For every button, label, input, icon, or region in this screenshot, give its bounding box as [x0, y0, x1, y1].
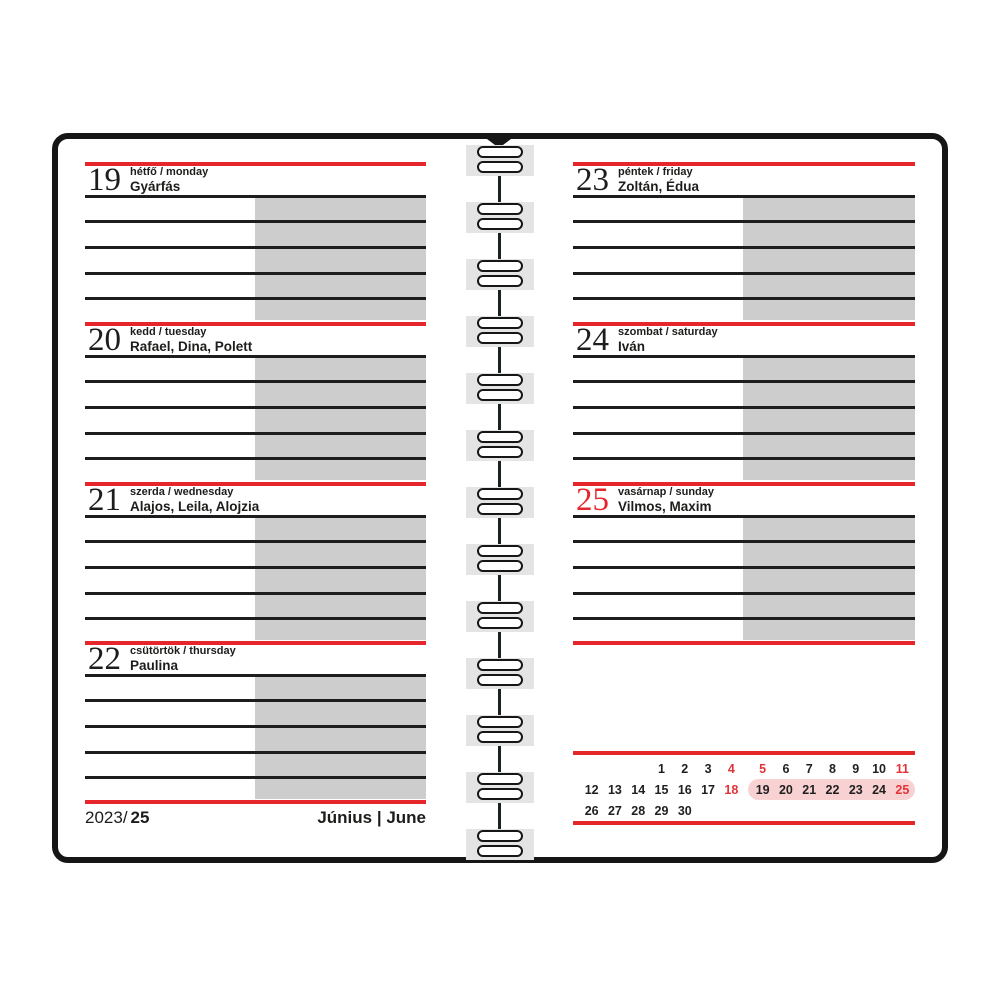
mini-calendar-week-group: [751, 801, 914, 821]
mini-calendar-week-group: [751, 780, 914, 800]
binder-ring: [477, 674, 523, 686]
mini-calendar-day: [720, 801, 743, 821]
day-header-underline: [85, 515, 426, 518]
writing-rule-line: [573, 406, 915, 409]
writing-rule-line: [85, 246, 426, 249]
day-name-label: kedd / tuesday: [130, 326, 207, 338]
day-block-25: [573, 482, 915, 642]
day-header-underline: [573, 195, 915, 198]
writing-rule-line: [573, 540, 915, 543]
mini-calendar-day: 22: [825, 783, 840, 797]
mini-calendar-day: 11: [895, 762, 909, 776]
mini-calendar-day: 15: [654, 783, 669, 797]
binder-ring: [477, 845, 523, 857]
mini-calendar-day: 17: [701, 783, 715, 797]
binder-ring: [477, 503, 523, 515]
day-number: 23: [576, 162, 609, 198]
writing-rule-line: [85, 592, 426, 595]
writing-rule-line: [85, 457, 426, 460]
mini-calendar-day: 5: [759, 762, 767, 776]
mini-calendar-day: [844, 801, 867, 821]
binder-ring: [477, 446, 523, 458]
mini-calendar-day: [821, 801, 844, 821]
notes-shaded-area: [255, 358, 426, 480]
mini-calendar-day: 16: [677, 783, 692, 797]
mini-calendar-day: 13: [607, 783, 622, 797]
day-name-label: csütörtök / thursday: [130, 645, 236, 657]
binder-ring: [477, 545, 523, 557]
binder-ring: [477, 275, 523, 287]
binder-ring: [477, 431, 523, 443]
binder-ring: [477, 374, 523, 386]
day-name-label: hétfő / monday: [130, 166, 209, 178]
binder-ring: [477, 332, 523, 344]
notes-shaded-area: [255, 198, 426, 320]
binder-ring: [477, 203, 523, 215]
mini-calendar-day: [867, 801, 890, 821]
writing-rule-line: [573, 457, 915, 460]
writing-rule-line: [85, 699, 426, 702]
writing-rule-line: [573, 220, 915, 223]
binder-ring: [477, 260, 523, 272]
mini-calendar-day: 6: [782, 762, 790, 776]
binder-ring: [477, 659, 523, 671]
day-number: 19: [88, 162, 121, 198]
day-header-underline: [573, 355, 915, 358]
day-name-label: péntek / friday: [618, 166, 693, 178]
mini-calendar-day: 19: [755, 783, 770, 797]
binder-ring: [477, 488, 523, 500]
writing-rule-line: [85, 272, 426, 275]
day-number: 22: [88, 641, 121, 677]
mini-calendar-day: 7: [805, 762, 813, 776]
mini-calendar-bottom-line: [573, 821, 915, 825]
day-block-20: [85, 322, 426, 482]
day-block-24: [573, 322, 915, 482]
mini-calendar-day: 26: [584, 804, 599, 818]
mini-calendar-day: 29: [654, 804, 669, 818]
mini-calendar-day: 1: [658, 762, 665, 776]
footer-week-number: 25: [130, 808, 150, 827]
mini-calendar-day: 18: [724, 783, 739, 797]
mini-calendar-week-group: [580, 801, 743, 821]
mini-calendar-day: [627, 759, 650, 779]
mini-calendar-day: 21: [802, 783, 817, 797]
mini-calendar-day: 27: [607, 804, 622, 818]
footer-year-label: 2023/: [85, 808, 128, 827]
mini-calendar-day: [603, 759, 626, 779]
writing-rule-line: [85, 406, 426, 409]
mini-calendar-day: 9: [852, 762, 860, 776]
binder-ring: [477, 389, 523, 401]
footer-month-label: Június | June: [317, 808, 426, 827]
name-day-names: Rafael, Dina, Polett: [130, 339, 253, 354]
binder-ring: [477, 617, 523, 629]
binder-ring: [477, 731, 523, 743]
day-block-19: [85, 162, 426, 322]
writing-rule-line: [85, 432, 426, 435]
binder-ring: [477, 560, 523, 572]
writing-rule-line: [573, 272, 915, 275]
writing-rule-line: [85, 220, 426, 223]
mini-calendar-day: 8: [829, 762, 836, 776]
mini-calendar-day: 20: [778, 783, 793, 797]
name-day-names: Iván: [618, 339, 646, 354]
notes-shaded-area: [743, 358, 915, 480]
day-header-underline: [85, 355, 426, 358]
name-day-names: Vilmos, Maxim: [618, 499, 712, 514]
mini-calendar-day: [580, 759, 603, 779]
mini-calendar-day: 12: [584, 783, 599, 797]
right-page-bottom-line: [573, 641, 915, 645]
mini-calendar-day: 2: [681, 762, 689, 776]
name-day-names: Alajos, Leila, Alojzia: [130, 499, 260, 514]
mini-calendar-day: [751, 801, 774, 821]
writing-rule-line: [85, 380, 426, 383]
mini-calendar-day: 3: [704, 762, 712, 776]
writing-rule-line: [85, 297, 426, 300]
mini-calendar-day: [798, 801, 821, 821]
mini-calendar-day: 25: [895, 783, 910, 797]
notes-shaded-area: [255, 518, 426, 640]
day-block-23: [573, 162, 915, 322]
day-number: 21: [88, 482, 121, 518]
name-day-names: Gyárfás: [130, 179, 181, 194]
day-number: 24: [576, 322, 609, 358]
mini-calendar-day: [696, 801, 719, 821]
mini-calendar-day: 24: [872, 783, 886, 797]
writing-rule-line: [573, 617, 915, 620]
writing-rule-line: [573, 380, 915, 383]
day-name-label: vasárnap / sunday: [618, 486, 714, 498]
writing-rule-line: [573, 592, 915, 595]
mini-calendar-week-group: [751, 759, 914, 779]
name-day-names: Paulina: [130, 658, 179, 673]
binder-ring: [477, 716, 523, 728]
writing-rule-line: [573, 246, 915, 249]
binder-ring: [477, 146, 523, 158]
mini-calendar-week-group: [580, 759, 743, 779]
day-name-label: szombat / saturday: [618, 326, 718, 338]
mini-calendar-day: [891, 801, 914, 821]
mini-calendar-day: [774, 801, 797, 821]
writing-rule-line: [85, 725, 426, 728]
mini-calendar-week-group: [580, 780, 743, 800]
day-header-underline: [85, 674, 426, 677]
writing-rule-line: [573, 297, 915, 300]
writing-rule-line: [85, 566, 426, 569]
writing-rule-line: [573, 432, 915, 435]
day-name-label: szerda / wednesday: [130, 486, 234, 498]
binder-ring: [477, 773, 523, 785]
mini-calendar-day: 14: [631, 783, 646, 797]
writing-rule-line: [85, 540, 426, 543]
notes-shaded-area: [743, 198, 915, 320]
name-day-names: Zoltán, Édua: [618, 179, 699, 194]
writing-rule-line: [85, 751, 426, 754]
mini-calendar-top-line: [573, 751, 915, 755]
binder-ring: [477, 788, 523, 800]
mini-calendar-day: 30: [677, 804, 692, 818]
binder-ring: [477, 218, 523, 230]
day-header-underline: [85, 195, 426, 198]
mini-calendar-day: 23: [848, 783, 863, 797]
mini-calendar-day: 28: [631, 804, 646, 818]
writing-rule-line: [573, 566, 915, 569]
mini-calendar-day: 4: [727, 762, 735, 776]
binder-ring: [477, 161, 523, 173]
day-number: 25: [576, 482, 609, 518]
writing-rule-line: [85, 617, 426, 620]
day-block-21: [85, 482, 426, 642]
binder-ring: [477, 830, 523, 842]
binder-ring: [477, 317, 523, 329]
binder-ring: [477, 602, 523, 614]
notes-shaded-area: [743, 518, 915, 640]
day-number: 20: [88, 322, 121, 358]
day-header-underline: [573, 515, 915, 518]
mini-calendar-day: 10: [872, 762, 886, 776]
